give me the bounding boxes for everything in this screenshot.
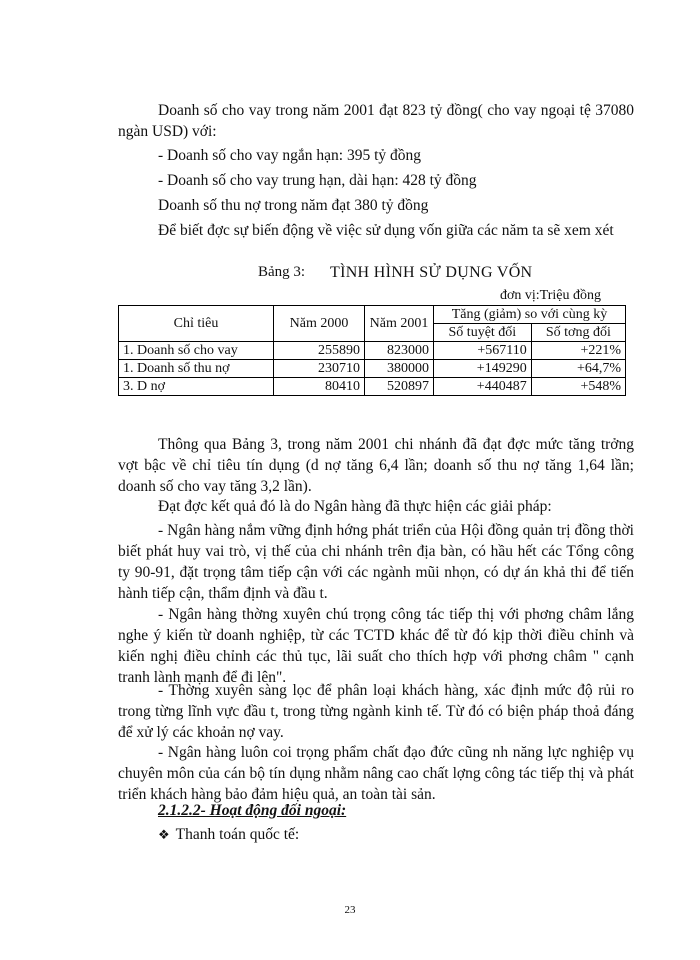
table-label: Bảng 3: xyxy=(258,264,306,280)
table-unit: đơn vị:Triệu đồng xyxy=(500,288,602,303)
row-2001: 520897 xyxy=(365,378,434,396)
row-name: 1. Doanh số cho vay xyxy=(119,342,274,360)
paragraph-collection: Doanh số thu nợ trong năm đạt 380 tỷ đồng xyxy=(158,197,429,214)
row-name: 3. D nợ xyxy=(119,378,274,396)
header-change-group: Tăng (giảm) so với cùng kỳ xyxy=(434,306,626,324)
capital-usage-table xyxy=(118,305,626,396)
paragraph-intro-table: Để biết đợc sự biến động về việc sử dụng vốn giữa các năm ta sẽ xem xét xyxy=(158,222,614,239)
row-absolute: +149290 xyxy=(434,360,532,378)
table-row xyxy=(119,342,626,360)
paragraph-analysis: Thông qua Bảng 3, trong năm 2001 chi nhánh đã đạt đợc mức tăng trởng vợt bậc về chỉ tiêu tín dụng (d nợ tăng 6,4 lần; doanh số thu nợ tăng 1,64 lần; doanh số cho vay tăng 3,2 lần). xyxy=(118,436,634,495)
row-relative: +548% xyxy=(531,378,625,396)
header-absolute: Số tuyệt đối xyxy=(434,324,532,342)
bullet-text: Thanh toán quốc tế: xyxy=(175,826,300,843)
row-2001: 380000 xyxy=(365,360,434,378)
table-row xyxy=(119,378,626,396)
row-2000: 80410 xyxy=(274,378,365,396)
header-relative: Số tơng đối xyxy=(531,324,625,342)
row-2000: 255890 xyxy=(274,342,365,360)
paragraph-solution-4: - Ngân hàng luôn coi trọng phẩm chất đạo đức cũng nh năng lực nghiệp vụ chuyên môn của cán bộ tín dụng nhằm nâng cao chất lợng công tác tiếp thị và phát triển khách hàng bảo đảm hiệu quả, an toàn tài sản. xyxy=(118,744,634,803)
row-name: 1. Doanh số thu nợ xyxy=(119,360,274,378)
table-row xyxy=(119,360,626,378)
row-relative: +64,7% xyxy=(531,360,625,378)
row-2001: 823000 xyxy=(365,342,434,360)
diamond-bullet-icon: ❖ xyxy=(158,827,170,842)
bullet-item xyxy=(158,826,299,844)
paragraph-short-term: - Doanh số cho vay ngắn hạn: 395 tỷ đồng xyxy=(158,147,422,164)
paragraph-solution-2: - Ngân hàng thờng xuyên chú trọng công tác tiếp thị với phơng châm lắng nghe ý kiến từ doanh nghiệp, từ các TCTD khác để từ đó kịp thời điều chỉnh và kiến nghị điều chỉnh các thủ tục, lãi suất cho thích hợp với phơng châm " cạnh tranh lành mạnh để đi lên". xyxy=(118,606,634,686)
paragraph-loan-sales: Doanh số cho vay trong năm 2001 đạt 823 tỷ đồng( cho vay ngoại tệ 37080 ngàn USD) với: xyxy=(118,102,634,140)
row-2000: 230710 xyxy=(274,360,365,378)
header-year-2001: Năm 2001 xyxy=(365,306,434,342)
paragraph-solutions-intro: Đạt đợc kết quả đó là do Ngân hàng đã thực hiện các giải pháp: xyxy=(158,498,552,515)
header-indicator: Chỉ tiêu xyxy=(119,306,274,342)
row-absolute: +567110 xyxy=(434,342,532,360)
section-heading: 2.1.2.2- Hoạt động đối ngoại: xyxy=(158,802,347,819)
paragraph-solution-3: - Thờng xuyên sàng lọc để phân loại khách hàng, xác định mức độ rủi ro trong từng lĩnh vực đầu t, trong từng ngành kinh tế. Từ đó có biện pháp thoả đáng để xử lý các khoản nợ vay. xyxy=(118,682,634,741)
row-absolute: +440487 xyxy=(434,378,532,396)
header-year-2000: Năm 2000 xyxy=(274,306,365,342)
row-relative: +221% xyxy=(531,342,625,360)
paragraph-solution-1: - Ngân hàng nắm vững định hớng phát triển của Hội đồng quản trị đồng thời biết phát huy vai trò, vị thế của chi nhánh trên địa bàn, có hầu hết các Tổng công ty 90-91, đặt trọng tâm tiếp cận với các ngành mũi nhọn, có dự án khả thi để tiến hành tiếp cận, thẩm định và đầu t. xyxy=(118,522,634,602)
paragraph-long-term: - Doanh số cho vay trung hạn, dài hạn: 428 tỷ đồng xyxy=(158,172,477,189)
table-header-row xyxy=(119,306,626,324)
page-number: 23 xyxy=(344,904,356,916)
table-title: TÌNH HÌNH SỬ DỤNG VỐN xyxy=(330,264,533,281)
